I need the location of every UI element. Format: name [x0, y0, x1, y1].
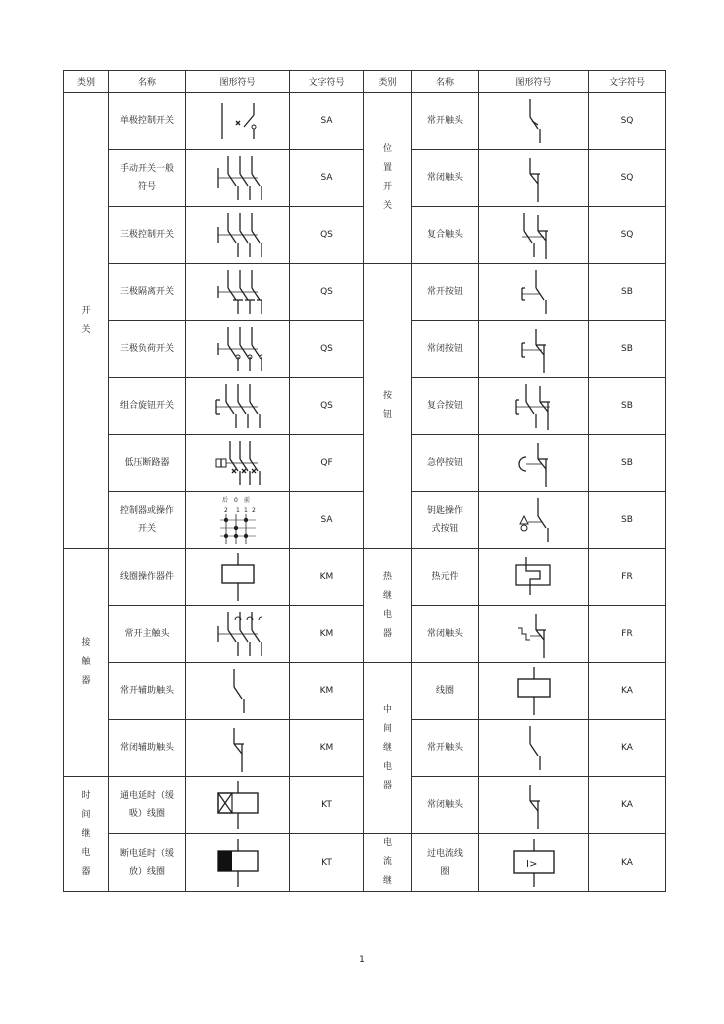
- right-symbol-cell: [479, 720, 589, 777]
- relay-nc-contact-icon: [510, 779, 558, 831]
- right-name-text: 复合按钮: [426, 401, 463, 411]
- right-name-text: 复合触头: [426, 230, 463, 240]
- left-name-text: 三极隔离开关: [119, 287, 174, 297]
- left-name-cell: [109, 207, 186, 264]
- right-name-cell: [412, 150, 479, 207]
- left-name-text: 线圈操作器件: [119, 572, 174, 582]
- right-symbol-cell: [479, 321, 589, 378]
- aux-nc-contact-icon: [214, 722, 262, 774]
- right-name-text: 常闭触头: [426, 629, 463, 639]
- left-code-cell: KM: [290, 720, 364, 777]
- right-code-cell: SB: [589, 321, 666, 378]
- right-name-text: 线圈: [435, 686, 454, 696]
- left-symbol-cell: [186, 492, 290, 549]
- header-name-right: 名称: [412, 71, 479, 93]
- nc-button-icon: [510, 323, 558, 375]
- table-row: [64, 93, 666, 150]
- thermal-nc-contact-icon: [510, 608, 558, 660]
- right-name-text: 常闭触头: [426, 173, 463, 183]
- right-code-cell: FR: [589, 549, 666, 606]
- left-code-cell: KM: [290, 663, 364, 720]
- right-name-cell: [412, 720, 479, 777]
- left-symbol-cell: [186, 321, 290, 378]
- circuit-breaker-icon: [214, 437, 262, 489]
- right-symbol-cell: [479, 378, 589, 435]
- left-symbol-cell: [186, 606, 290, 663]
- right-name-text: 急停按钮: [426, 458, 463, 468]
- right-name-text: 过电流线圈: [426, 848, 463, 877]
- page-number: 1: [359, 955, 365, 965]
- right-name-cell: [412, 834, 479, 892]
- left-symbol-cell: [186, 777, 290, 834]
- no-button-icon: [510, 266, 558, 318]
- left-code-cell: KT: [290, 834, 364, 892]
- right-code-cell: SB: [589, 264, 666, 321]
- limit-compound-contact-icon: [510, 209, 558, 261]
- left-name-cell: [109, 150, 186, 207]
- controller-mark: 1: [235, 507, 240, 514]
- left-code-cell: KM: [290, 606, 364, 663]
- controller-mark: 2: [223, 507, 228, 514]
- left-name-cell: [109, 93, 186, 150]
- left-symbol-cell: [186, 549, 290, 606]
- right-name-cell: [412, 378, 479, 435]
- right-name-cell: [412, 93, 479, 150]
- right-code-cell: SB: [589, 492, 666, 549]
- category-thermal-relay-label: 热继电器: [382, 571, 392, 639]
- right-code-cell: KA: [589, 834, 666, 892]
- coil-icon: [214, 551, 262, 603]
- right-name-cell: [412, 606, 479, 663]
- right-symbol-cell: [479, 492, 589, 549]
- right-code-cell: SB: [589, 435, 666, 492]
- three-pole-switch-icon: [214, 209, 262, 261]
- right-name-text: 常闭触头: [426, 800, 463, 810]
- left-name-cell: [109, 606, 186, 663]
- rotary-switch-icon: [214, 380, 262, 432]
- left-symbol-cell: [186, 663, 290, 720]
- left-name-cell: [109, 378, 186, 435]
- left-symbol-cell: [186, 435, 290, 492]
- left-symbol-cell: [186, 150, 290, 207]
- right-symbol-cell: [479, 93, 589, 150]
- right-symbol-cell: [479, 606, 589, 663]
- right-name-cell: [412, 207, 479, 264]
- right-code-cell: KA: [589, 663, 666, 720]
- left-name-text: 低压断路器: [124, 458, 170, 468]
- three-pole-isolator-icon: [214, 266, 262, 318]
- left-name-text: 控制器或操作开关: [119, 506, 174, 534]
- right-code-cell: FR: [589, 606, 666, 663]
- left-name-cell: [109, 435, 186, 492]
- right-name-text: 常开按钮: [426, 287, 463, 297]
- controller-mark: 前: [243, 497, 250, 504]
- left-name-cell: [109, 663, 186, 720]
- category-current-relay-cell: [364, 834, 412, 892]
- on-delay-coil-icon: [214, 779, 262, 831]
- header-category-right: 类别: [364, 71, 412, 93]
- aux-no-contact-icon: [214, 665, 262, 717]
- table-header-row: [64, 71, 666, 93]
- right-name-text: 热元件: [431, 572, 459, 582]
- controller-mark: 2: [251, 507, 256, 514]
- right-name-cell: [412, 492, 479, 549]
- left-symbol-cell: [186, 834, 290, 892]
- header-symbol-left: 图形符号: [186, 71, 290, 93]
- right-code-cell: SB: [589, 378, 666, 435]
- left-name-cell: [109, 777, 186, 834]
- key-button-icon: [510, 494, 558, 546]
- left-code-cell: KT: [290, 777, 364, 834]
- off-delay-coil-icon: [214, 837, 262, 889]
- right-symbol-cell: [479, 549, 589, 606]
- left-code-cell: QS: [290, 378, 364, 435]
- overcurrent-coil-icon: [510, 837, 558, 889]
- left-name-cell: [109, 264, 186, 321]
- category-switch-cell: [64, 93, 109, 549]
- thermal-element-icon: [510, 551, 558, 603]
- left-code-cell: QS: [290, 207, 364, 264]
- left-name-text: 通电延时（缓吸）线圈: [119, 791, 174, 819]
- left-code-cell: QS: [290, 264, 364, 321]
- right-symbol-cell: [479, 777, 589, 834]
- right-code-cell: KA: [589, 720, 666, 777]
- left-code-cell: SA: [290, 150, 364, 207]
- right-symbol-cell: [479, 150, 589, 207]
- left-name-text: 三极负荷开关: [119, 344, 174, 354]
- category-button-cell: [364, 264, 412, 549]
- right-symbol-cell: [479, 834, 589, 892]
- relay-coil-icon: [510, 665, 558, 717]
- left-name-text: 组合旋钮开关: [119, 401, 174, 411]
- right-name-text: 常开触头: [426, 743, 463, 753]
- single-pole-switch-icon: [214, 95, 262, 147]
- right-name-text: 常闭按钮: [426, 344, 463, 354]
- right-symbol-cell: [479, 264, 589, 321]
- category-button-label: 按钮: [382, 391, 392, 420]
- category-intermediate-relay-cell: [364, 663, 412, 834]
- table-row: [64, 264, 666, 321]
- left-name-cell: [109, 834, 186, 892]
- right-name-text: 常开触头: [426, 116, 463, 126]
- left-name-cell: [109, 492, 186, 549]
- category-contactor-label: 接触器: [81, 638, 91, 686]
- controller-switch-icon: [214, 494, 262, 546]
- header-category-left: 类别: [64, 71, 109, 93]
- left-code-cell: SA: [290, 93, 364, 150]
- left-code-cell: KM: [290, 549, 364, 606]
- category-position-switch-cell: [364, 93, 412, 264]
- left-name-cell: [109, 720, 186, 777]
- right-name-cell: [412, 264, 479, 321]
- compound-button-icon: [510, 380, 558, 432]
- right-code-cell: KA: [589, 777, 666, 834]
- left-name-cell: [109, 321, 186, 378]
- category-contactor-cell: [64, 549, 109, 777]
- header-code-right: 文字符号: [589, 71, 666, 93]
- right-code-cell: SQ: [589, 150, 666, 207]
- right-name-cell: [412, 435, 479, 492]
- category-current-relay-label: 电流继: [382, 838, 392, 886]
- right-code-cell: SQ: [589, 93, 666, 150]
- header-name-left: 名称: [109, 71, 186, 93]
- controller-mark: 后: [221, 497, 228, 504]
- right-symbol-cell: [479, 207, 589, 264]
- category-time-relay-label: 时间继电器: [81, 790, 91, 877]
- left-code-cell: SA: [290, 492, 364, 549]
- three-pole-load-switch-icon: [214, 323, 262, 375]
- manual-switch-icon: [214, 152, 262, 204]
- emergency-stop-icon: [510, 437, 558, 489]
- header-symbol-right: 图形符号: [479, 71, 589, 93]
- category-intermediate-relay-label: 中间继电器: [382, 704, 392, 791]
- table-row: [64, 549, 666, 606]
- category-thermal-relay-cell: [364, 549, 412, 663]
- right-code-cell: SQ: [589, 207, 666, 264]
- left-name-cell: [109, 549, 186, 606]
- controller-mark: 0: [233, 497, 238, 504]
- left-name-text: 手动开关一般符号: [119, 164, 174, 192]
- main-no-contacts-icon: [214, 608, 262, 660]
- left-name-text: 断电延时（缓放）线圈: [119, 848, 174, 877]
- limit-no-contact-icon: [510, 95, 558, 147]
- left-name-text: 三极控制开关: [119, 230, 174, 240]
- left-symbol-cell: [186, 93, 290, 150]
- category-position-switch-label: 位置开关: [382, 144, 392, 211]
- category-switch-label: 开关: [81, 305, 91, 335]
- right-name-cell: [412, 549, 479, 606]
- overcurrent-label: I>: [525, 858, 537, 870]
- left-name-text: 常闭辅助触头: [119, 743, 174, 753]
- category-time-relay-cell: [64, 777, 109, 892]
- left-symbol-cell: [186, 378, 290, 435]
- relay-no-contact-icon: [510, 722, 558, 774]
- left-code-cell: QF: [290, 435, 364, 492]
- left-name-text: 单极控制开关: [119, 116, 174, 126]
- controller-mark: 1: [243, 507, 248, 514]
- right-name-cell: [412, 663, 479, 720]
- limit-nc-contact-icon: [510, 152, 558, 204]
- right-symbol-cell: [479, 435, 589, 492]
- left-code-cell: QS: [290, 321, 364, 378]
- right-name-cell: [412, 777, 479, 834]
- symbol-table: [63, 70, 666, 892]
- header-code-left: 文字符号: [290, 71, 364, 93]
- table-row: [64, 663, 666, 720]
- right-name-text: 钥匙操作式按钮: [426, 506, 463, 534]
- table-row: [64, 834, 666, 892]
- left-symbol-cell: [186, 207, 290, 264]
- left-symbol-cell: [186, 720, 290, 777]
- right-symbol-cell: [479, 663, 589, 720]
- left-name-text: 常开辅助触头: [119, 686, 174, 696]
- left-name-text: 常开主触头: [124, 629, 170, 639]
- right-name-cell: [412, 321, 479, 378]
- left-symbol-cell: [186, 264, 290, 321]
